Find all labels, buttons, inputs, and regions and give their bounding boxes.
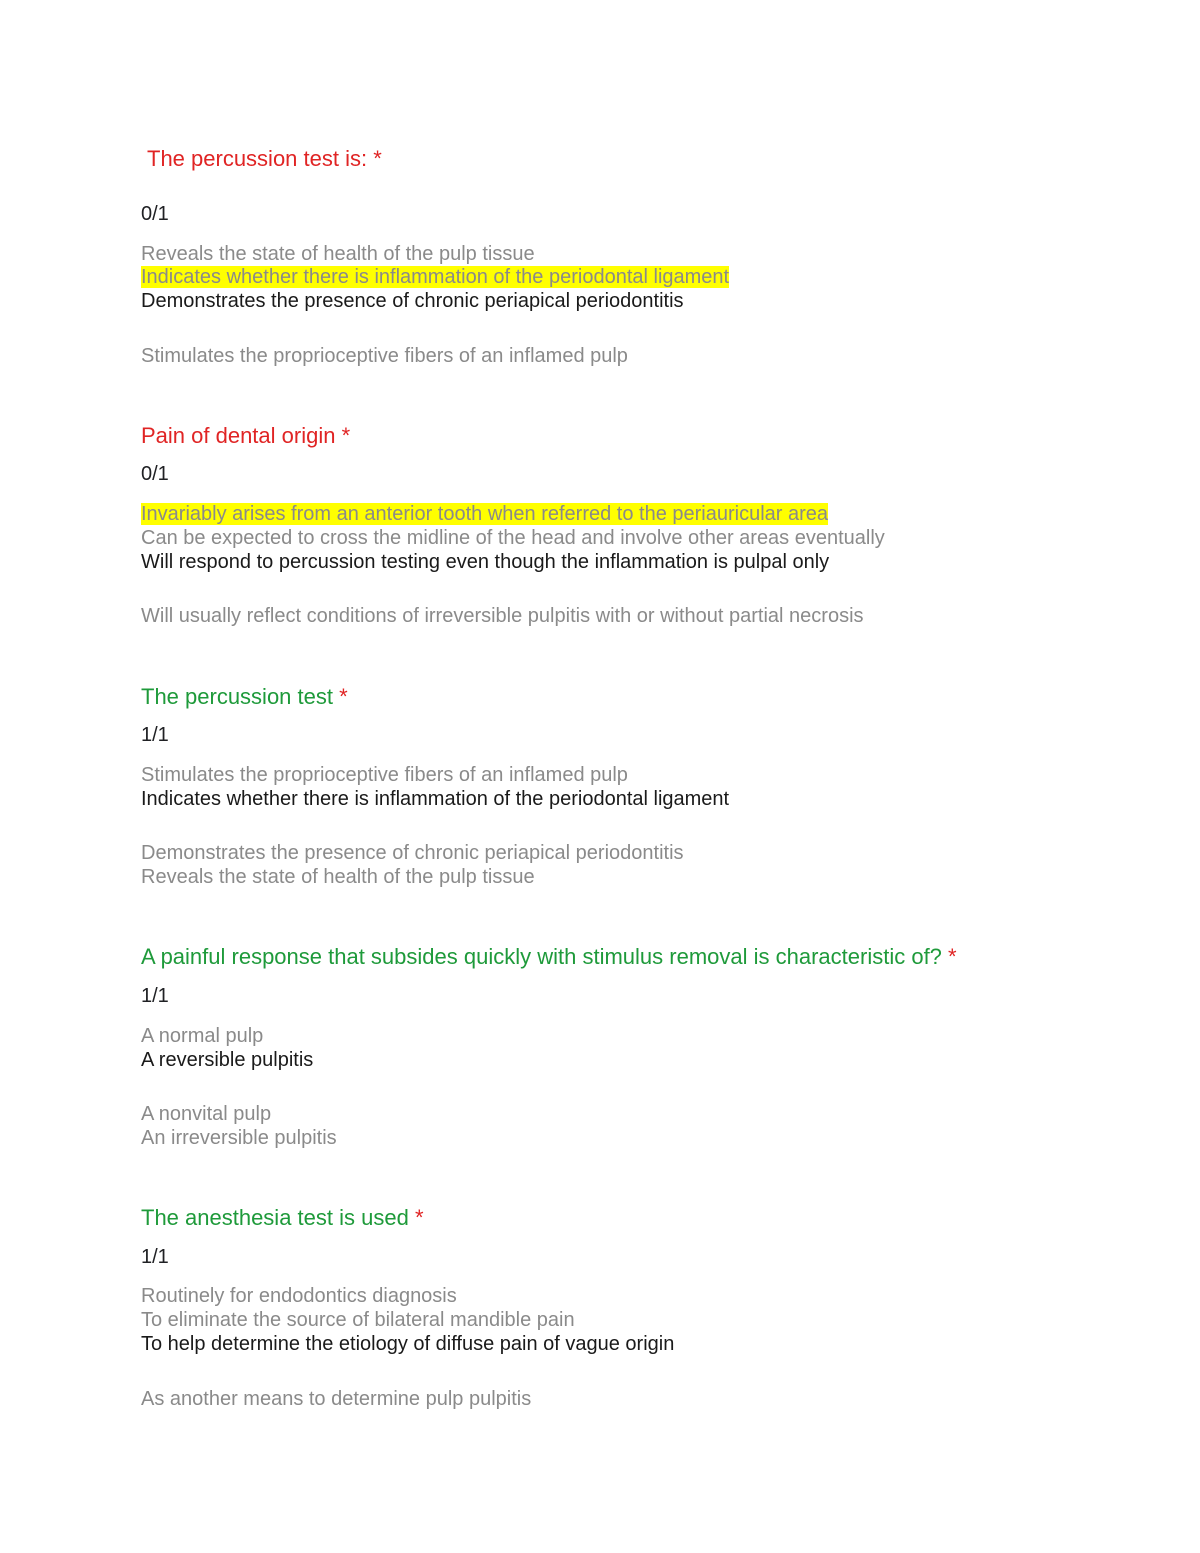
answer-option: A nonvital pulp: [141, 1103, 272, 1125]
answer-option-highlighted: Indicates whether there is inflammation of the periodontal ligament: [141, 266, 730, 288]
answer-option-selected: Indicates whether there is inflammation of the periodontal ligament: [141, 788, 730, 810]
answer-option-highlighted: Invariably arises from an anterior tooth when referred to the periauricular area: [141, 503, 829, 525]
question-score: 1/1: [141, 724, 169, 746]
question-title: The anesthesia test is used *: [141, 1205, 424, 1230]
answer-option: Stimulates the proprioceptive fibers of an inflamed pulp: [141, 764, 628, 786]
answer-option: An irreversible pulpitis: [141, 1127, 337, 1149]
answer-option: Routinely for endodontics diagnosis: [141, 1285, 457, 1307]
answer-option-selected: To help determine the etiology of diffuse pain of vague origin: [141, 1333, 675, 1355]
question-score: 1/1: [141, 985, 169, 1007]
question-score: 0/1: [141, 203, 169, 225]
answer-option: Can be expected to cross the midline of the head and involve other areas eventually: [141, 527, 885, 549]
question-title: The percussion test is: *: [147, 146, 382, 171]
answer-option: As another means to determine pulp pulpitis: [141, 1388, 532, 1410]
question-title: The percussion test *: [141, 684, 348, 709]
answer-option: A normal pulp: [141, 1025, 264, 1047]
question-score: 1/1: [141, 1246, 169, 1268]
answer-option: Demonstrates the presence of chronic periapical periodontitis: [141, 842, 684, 864]
question-score: 0/1: [141, 463, 169, 485]
answer-option: Stimulates the proprioceptive fibers of an inflamed pulp: [141, 345, 628, 367]
answer-option-selected: Will respond to percussion testing even though the inflammation is pulpal only: [141, 551, 830, 573]
answer-option: Reveals the state of health of the pulp tissue: [141, 243, 535, 265]
answer-option: Reveals the state of health of the pulp tissue: [141, 866, 535, 888]
answer-option: To eliminate the source of bilateral mandible pain: [141, 1309, 575, 1331]
question-title: Pain of dental origin *: [141, 423, 351, 448]
answer-option-selected: Demonstrates the presence of chronic periapical periodontitis: [141, 290, 684, 312]
answer-option-selected: A reversible pulpitis: [141, 1049, 314, 1071]
answer-option: Will usually reflect conditions of irreversible pulpitis with or without partial necrosis: [141, 605, 864, 627]
question-title: A painful response that subsides quickly with stimulus removal is characteristic of? *: [141, 944, 957, 969]
